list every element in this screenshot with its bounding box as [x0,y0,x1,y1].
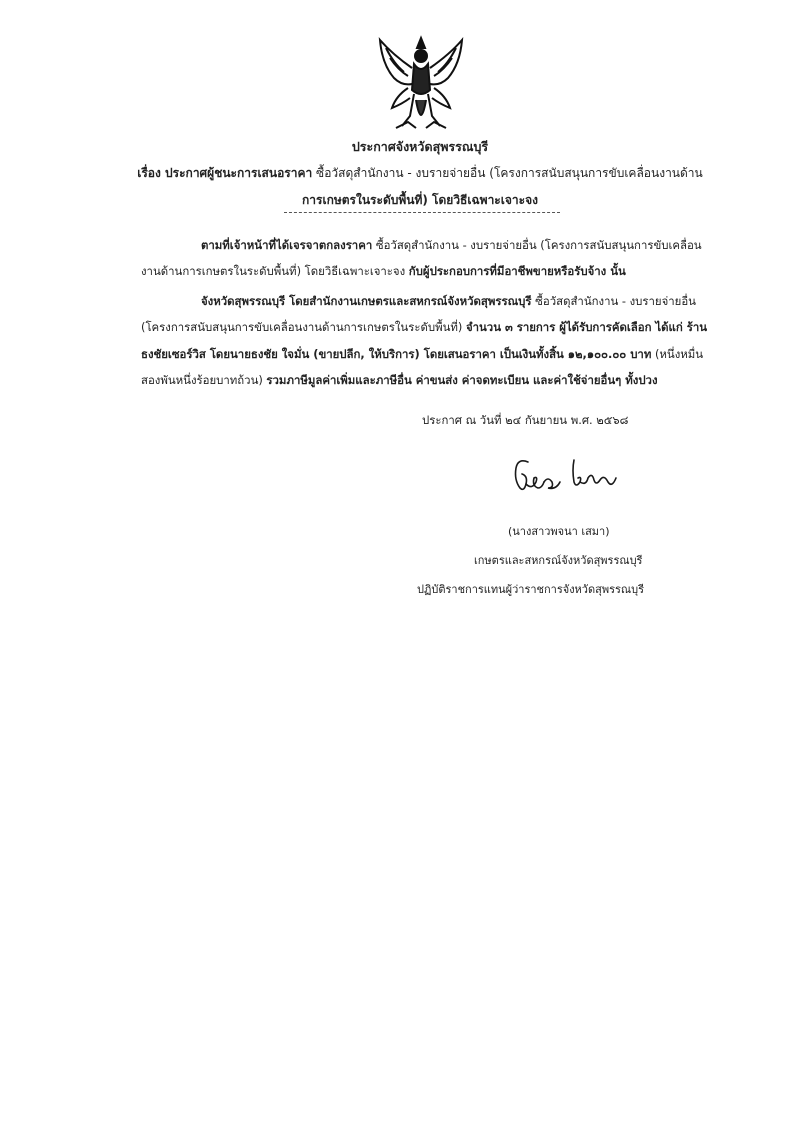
p1-line2-a: งานด้านการเกษตรในระดับพื้นที่) โดยวิธีเฉพาะเจาะจง [141,264,409,279]
p1-line1-rest: ซื้อวัสดุสำนักงาน - งบรายจ่ายอื่น (โครงการสนับสนุนการขับเคลื่อน [372,238,702,252]
p1-line1-bold: ตามที่เจ้าหน้าที่ได้เจรจาตกลงราคา [201,238,373,252]
p2-line3-bold: ธงชัยเซอร์วิส โดยนายธงชัย ใจมั่น (ขายปลีก, ให้บริการ) โดยเสนอราคา เป็นเงินทั้งสิ้น ๑๒,๑๐๐.๐๐ บาท [141,346,652,361]
p1-line2-bold: กับผู้ประกอบการที่มีอาชีพขายหรือรับจ้าง นั้น [408,264,626,279]
p2-line3-rest: (หนึ่งหมื่น [651,346,704,361]
paragraph-1 [141,232,716,285]
p2-line4-bold: รวมภาษีมูลค่าเพิ่มและภาษีอื่น ค่าขนส่ง ค่าจดทะเบียน และค่าใช้จ่ายอื่นๆ ทั้งปวง [266,372,658,387]
document-title: ประกาศจังหวัดสุพรรณบุรี [351,139,489,154]
signatory-position: เกษตรและสหกรณ์จังหวัดสุพรรณบุรี [474,554,643,567]
document-subject [130,160,710,214]
p2-line2-bold: จำนวน ๓ รายการ ผู้ได้รับการคัดเลือก ได้แก่ ร้าน [465,320,708,335]
signatory-acting-position: ปฏิบัติราชการแทนผู้ว่าราชการจังหวัดสุพรรณบุรี [417,583,645,596]
garuda-emblem-icon [372,34,470,134]
announcement-date: ประกาศ ณ วันที่ ๒๔ กันยายน พ.ศ. ๒๕๖๘ [422,413,629,427]
subject-label: เรื่อง ประกาศผู้ชนะการเสนอราคา [137,166,313,180]
handwritten-signature [508,452,628,504]
p2-line4-a: สองพันหนึ่งร้อยบาทถ้วน) [141,372,267,387]
separator-line [284,212,560,213]
paragraph-2 [141,288,716,393]
p2-line1-rest: ซื้อวัสดุสำนักงาน - งบรายจ่ายอื่น [531,294,696,308]
subject-line-2: การเกษตรในระดับพื้นที่) โดยวิธีเฉพาะเจาะจง [302,193,538,207]
p2-line1-bold: จังหวัดสุพรรณบุรี โดยสำนักงานเกษตรและสหกรณ์จังหวัดสุพรรณบุรี [201,294,532,308]
signatory-name: (นางสาวพจนา เสมา) [508,525,610,538]
p2-line2-a: (โครงการสนับสนุนการขับเคลื่อนงานด้านการเกษตรในระดับพื้นที่) [141,320,466,335]
subject-line-1: ซื้อวัสดุสำนักงาน - งบรายจ่ายอื่น (โครงการสนับสนุนการขับเคลื่อนงานด้าน [312,166,703,180]
